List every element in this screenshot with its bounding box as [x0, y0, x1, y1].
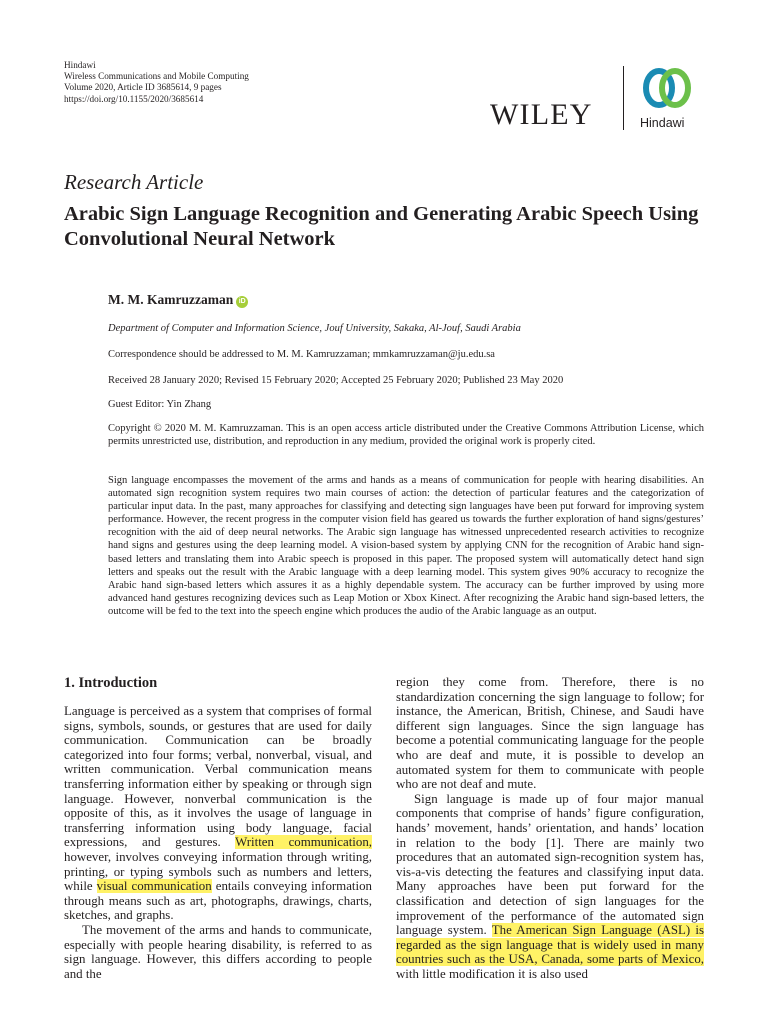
publisher-logos [490, 60, 720, 132]
paragraph: region they come from. Therefore, there is no standardization concerning the sign language to follow; for instance, the American, British, Chinese, and Saudi have different sign languages. Since the sign language has become a potential communicating language for the people who are deaf and mute, it is possible to develop an automated system for them to communicate with people who are not deaf and mute. [396, 675, 704, 792]
paragraph [396, 792, 704, 982]
guest-editor: Guest Editor: Yin Zhang [108, 399, 212, 410]
author-line [108, 292, 248, 308]
journal-header [64, 60, 249, 105]
paragraph-text: with little modification it is also used [396, 966, 588, 981]
left-column [64, 704, 372, 981]
author-name: M. M. Kamruzzaman [108, 292, 234, 307]
paragraph-text: Sign language is made up of four major manual components that comprise of hands’ figure configuration, hands’ movement, hands’ orientation, and hands’ location in relation to the body [1]. There are mainly two procedures that an automated sign-recognition system has, vis-a-vis detecting the features and classifying input data. Many approaches have been put forward for the classification and detection of sign languages for the improvement of the performance of the automated sign language system. [396, 791, 704, 938]
article-title: Arabic Sign Language Recognition and Generating Arabic Speech Using Convolutional Neural Network [64, 203, 699, 250]
affiliation: Department of Computer and Information Science, Jouf University, Sakaka, Al-Jouf, Saudi Arabia [108, 323, 521, 334]
paragraph-text: Language is perceived as a system that comprises of formal signs, symbols, sounds, or gestures that are used for daily communication. Communication can be broadly categorized into four forms; verbal, nonverbal, visual, and written communication. Verbal communication means transferring information either by speaking or through sign language. However, nonverbal communication is the opposite of this, as it involves the usage of language in transferring information using body language, facial expressions, and gestures. [64, 704, 372, 850]
paragraph-text: entails conveying information through means such as art, photographs, drawings, charts, sketches, and graphs. [64, 879, 372, 923]
publisher-name: Hindawi [64, 60, 96, 70]
doi-link[interactable]: https://doi.org/10.1155/2020/3685614 [64, 93, 204, 104]
wiley-logo: WILEY [490, 98, 593, 131]
article-type: Research Article [64, 170, 204, 194]
abstract: Sign language encompasses the movement of the arms and hands as a means of communication for people with hearing disabilities. An automated sign recognition system requires two main courses of action: the detection of particular features and the categorization of particular input data. In the past, many approaches for classifying and detecting sign languages have been put forward for improving system performance. However, the recent progress in the computer vision field has geared us towards the further exploration of hand signs/gestures’ recognition with the aid of deep neural networks. The Arabic sign language has witnessed unprecedented research activities to recognize hand signs and gestures using the deep learning model. A vision-based system by applying CNN for the recognition of Arabic hand sign-based letters and translating them into Arabic speech is proposed in this paper. The proposed system will automatically detect hand sign letters and speaks out the result with the Arabic language with a deep learning model. This system gives 90% accuracy to recognize the Arabic hand sign-based letters which assures it as a highly dependable system. The accuracy can be further improved by using more advanced hand gestures recognizing devices such as Leap Motion or Xbox Kinect. After recognizing the Arabic hand sign-based letters, the outcome will be fed to the text into the speech engine which produces the audio of the Arabic language as an output. [108, 475, 704, 617]
orcid-icon[interactable]: iD [236, 296, 248, 308]
highlight: The American Sign Language (ASL) is regarded as the sign language that is widely used in many countries such as the USA, Canada, some parts of Mexico, [396, 923, 704, 967]
hindawi-logo-text: Hindawi [640, 116, 685, 130]
right-column [396, 675, 704, 981]
correspondence: Correspondence should be addressed to M. M. Kamruzzaman; mmkamruzzaman@ju.edu.sa [108, 349, 495, 360]
hindawi-rings-icon [636, 64, 698, 112]
paragraph: The movement of the arms and hands to communicate, especially with people hearing disability, is referred to as sign language. However, this differs according to people and the [64, 922, 372, 981]
copyright-notice: Copyright © 2020 M. M. Kamruzzaman. This is an open access article distributed under the Creative Commons Attribution License, which permits unrestricted use, distribution, and reproduction in any medium, provided the original work is properly cited. [108, 423, 704, 447]
paragraph [64, 704, 372, 923]
paragraph-text: however, involves conveying information through writing, printing, or typing symbols such as numbers and letters, while [64, 849, 372, 894]
logo-divider [623, 66, 624, 130]
volume-info: Volume 2020, Article ID 3685614, 9 pages [64, 82, 222, 93]
section-heading: 1. Introduction [64, 675, 158, 691]
highlight: Written communication, [235, 835, 372, 850]
highlight: visual communication [96, 879, 212, 894]
journal-name: Wireless Communications and Mobile Computing [64, 71, 249, 82]
publication-dates: Received 28 January 2020; Revised 15 February 2020; Accepted 25 February 2020; Published 23 May 2020 [108, 375, 564, 386]
